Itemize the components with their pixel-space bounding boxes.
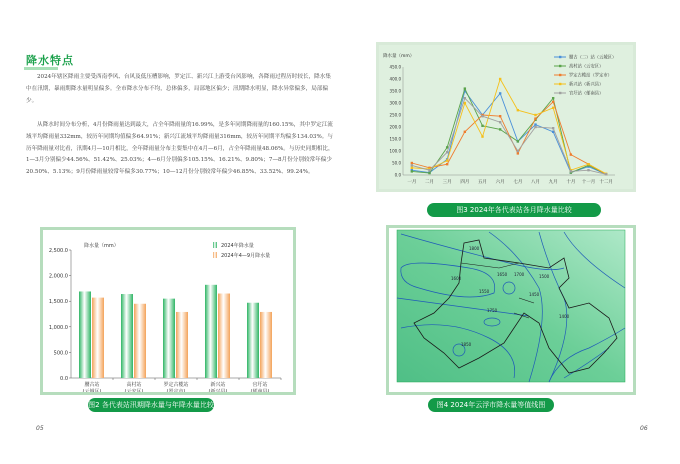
- bar-chart-panel: [40, 227, 296, 395]
- fig2-caption: 图2 各代表站汛期降水量与年降水量比较: [88, 398, 214, 412]
- svg-text:新兴站（新兴县）: 新兴站（新兴县）: [569, 82, 604, 88]
- svg-text:六月: 六月: [495, 180, 505, 185]
- svg-text:九月: 九月: [548, 180, 558, 185]
- fig4-caption: 图4 2024年云浮市降水量等值线图(mm): [428, 398, 554, 412]
- svg-text:(云安区): (云安区): [124, 389, 144, 392]
- bar-chart: [43, 230, 293, 392]
- paragraph-2: 从降水时间分布分析，4月份降雨量达到最大，占全年降雨量的16.99%，是多年同期降雨量的160.15%，其中罗定江流域平均降雨量332mm，较历年同期均值偏多64.91%；新兴江流域平均降雨量316mm，较历年同期平均偏多134.03%。与历年降雨量对比看，汛期4月—10月相比，全年降雨量分布主要集中在4月—6月，占全年降雨量48.06%。与历史同期相比，1—3月分别偏少44.56%、51.42%、25.03%；4—6月分别偏多105.15%、16.21%、9.80%；7—8月份分别较常年偏少20.50%、5.13%；9月份降雨量较常年偏多30.77%；10—12月份分别较常年偏少46.85%、33.52%、99.24%。: [26, 122, 334, 176]
- svg-text:150.0: 150.0: [389, 136, 401, 142]
- page-number-right: 06: [640, 425, 648, 432]
- svg-text:2024年4—9月降水量: 2024年4—9月降水量: [221, 253, 271, 259]
- svg-text:降水量（mm）: 降水量（mm）: [383, 54, 415, 59]
- paragraph-1: 2024年辖区降雨主要受西南季风、台风及低压槽影响，罗定江、新兴江上游受台风影响，各降雨过程历时较长，降水集中在汛期，暴雨期降水量明显偏多。全市降水分布不均，总体偏多，局部地区偏少；汛期降水明显，降水异常偏多，局部偏少。: [26, 74, 331, 104]
- svg-text:罗定古榄站: 罗定古榄站: [163, 382, 189, 388]
- svg-text:一月: 一月: [407, 180, 417, 185]
- contour-map-panel: [386, 225, 636, 395]
- section-title: 降水特点: [26, 54, 74, 67]
- svg-text:1,500.0: 1,500.0: [48, 299, 68, 306]
- line-chart-panel: [376, 42, 636, 192]
- svg-text:1500: 1500: [539, 274, 550, 279]
- svg-text:2,500.0: 2,500.0: [48, 248, 68, 254]
- svg-text:1850: 1850: [461, 342, 472, 347]
- svg-text:100.0: 100.0: [389, 148, 401, 154]
- svg-text:(云城区): (云城区): [82, 389, 102, 392]
- svg-text:350.0: 350.0: [389, 88, 401, 94]
- svg-text:400.0: 400.0: [389, 76, 401, 82]
- svg-text:1,000.0: 1,000.0: [48, 324, 68, 331]
- svg-text:高村站（云安区）: 高村站（云安区）: [569, 64, 604, 70]
- svg-text:降水量（mm）: 降水量（mm）: [84, 243, 119, 249]
- svg-text:(新兴县): (新兴县): [208, 389, 228, 392]
- svg-text:八月: 八月: [531, 180, 540, 185]
- svg-text:腰古站: 腰古站: [84, 382, 100, 388]
- svg-text:1400: 1400: [559, 314, 570, 319]
- svg-text:0.0: 0.0: [394, 172, 401, 178]
- contour-map: [389, 228, 633, 392]
- svg-text:三月: 三月: [442, 180, 452, 185]
- svg-text:新兴站: 新兴站: [210, 382, 226, 388]
- svg-text:0.0: 0.0: [60, 376, 68, 382]
- svg-text:200.0: 200.0: [389, 124, 401, 130]
- svg-text:高村站: 高村站: [126, 382, 142, 388]
- svg-text:50.0: 50.0: [392, 160, 401, 166]
- svg-text:1800: 1800: [469, 246, 480, 251]
- svg-text:1700: 1700: [514, 272, 525, 277]
- page-number-left: 05: [36, 425, 44, 432]
- svg-text:十二月: 十二月: [599, 180, 613, 185]
- svg-text:1750: 1750: [487, 308, 498, 313]
- svg-text:七月: 七月: [513, 180, 523, 185]
- line-chart: [379, 45, 633, 189]
- svg-text:四月: 四月: [460, 180, 470, 185]
- svg-text:(罗定市): (罗定市): [166, 389, 186, 392]
- svg-text:1450: 1450: [529, 292, 540, 297]
- fig3-caption: 图3 2024年各代表站各月降水量比较: [427, 203, 601, 217]
- svg-text:十月: 十月: [566, 180, 576, 185]
- svg-text:二月: 二月: [425, 180, 434, 185]
- svg-text:2024年降水量: 2024年降水量: [221, 243, 254, 249]
- svg-text:1600: 1600: [451, 276, 462, 281]
- svg-text:2,000.0: 2,000.0: [48, 273, 68, 280]
- section-title-underline: [24, 67, 58, 70]
- svg-text:官圩站: 官圩站: [252, 382, 268, 388]
- svg-text:1650: 1650: [497, 272, 508, 277]
- svg-text:250.0: 250.0: [389, 112, 401, 118]
- svg-text:1550: 1550: [479, 289, 490, 294]
- svg-text:五月: 五月: [478, 180, 487, 185]
- svg-text:腰古（二）站（云城区）: 腰古（二）站（云城区）: [569, 55, 617, 61]
- svg-text:500.0: 500.0: [53, 350, 68, 357]
- svg-text:(郁南县): (郁南县): [250, 389, 270, 392]
- svg-text:十一月: 十一月: [581, 180, 596, 185]
- svg-text:罗定古榄站（罗定市）: 罗定古榄站（罗定市）: [569, 73, 612, 79]
- svg-text:300.0: 300.0: [389, 100, 401, 106]
- svg-text:450.0: 450.0: [389, 64, 401, 70]
- svg-text:官圩站（郁南县）: 官圩站（郁南县）: [569, 91, 604, 97]
